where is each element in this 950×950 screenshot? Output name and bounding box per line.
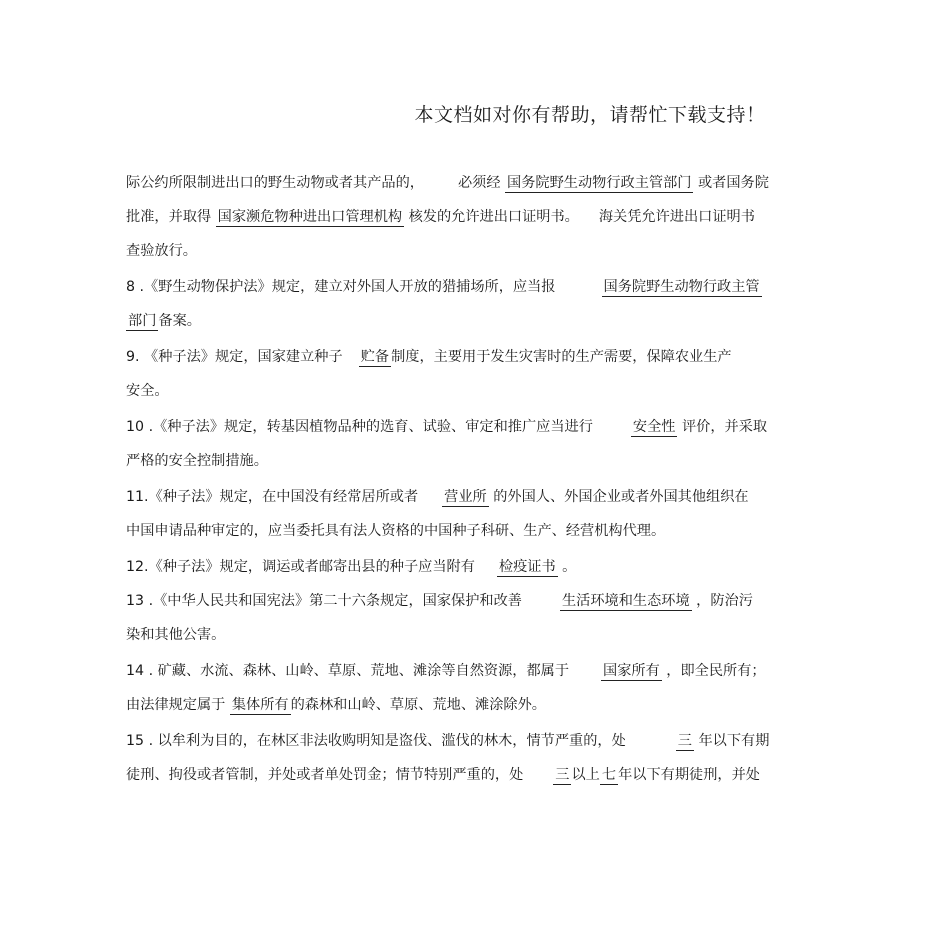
answer-blank: 集体所有 <box>231 697 289 713</box>
text-line <box>126 730 769 752</box>
text-segment: 13 .《中华人民共和国宪法》第二十六条规定，国家保护和改善 <box>126 593 522 609</box>
text-segment: 12.《种子法》规定，调运或者邮寄出县的种子应当附有 <box>126 559 475 575</box>
text-segment: 评价，并采取 <box>677 419 768 435</box>
banner-text: 本文档如对你有帮助，请帮忙下载支持！ <box>414 104 766 126</box>
text-line <box>126 694 546 716</box>
text-line <box>126 660 766 682</box>
answer-blank: 国务院野生动物行政主管部门 <box>507 175 692 191</box>
text-segment: 年以下有期徒刑，并处 <box>618 767 760 783</box>
text-line <box>126 416 767 438</box>
text-segment: 海关凭允许进出口证明书 <box>598 209 755 225</box>
text-segment: 安全。 <box>126 383 169 399</box>
text-segment: 。 <box>557 559 577 575</box>
text-line <box>126 310 201 332</box>
download-banner <box>0 100 950 127</box>
text-segment: 批准，并取得 <box>126 209 216 225</box>
answer-blank: 国家濒危物种进出口管理机构 <box>217 209 403 225</box>
text-line <box>126 206 755 228</box>
text-line <box>126 764 760 786</box>
text-segment: 10 .《种子法》规定，转基因植物品种的选育、试验、审定和推广应当进行 <box>126 419 593 435</box>
answer-blank: 国家所有 <box>603 663 660 679</box>
answer-blank: 贮备 <box>360 349 390 365</box>
answer-blank: 检疫证书 <box>498 559 556 575</box>
answer-blank: 营业所 <box>444 489 487 505</box>
text-line <box>126 624 225 646</box>
answer-blank: 生活环境和生态环境 <box>561 593 690 609</box>
text-segment: 染和其他公害。 <box>126 627 226 643</box>
answer-blank: 三 <box>555 767 570 783</box>
text-segment: ，防治污 <box>691 593 753 609</box>
text-segment: 徒刑、拘役或者管制，并处或者单处罚金；情节特别严重的，处 <box>126 767 524 783</box>
text-line <box>126 380 169 402</box>
text-segment: 11.《种子法》规定，在中国没有经常居所或者 <box>126 489 419 505</box>
text-line <box>126 486 749 508</box>
text-segment: 制度，主要用于发生灾害时的生产需要，保障农业生产 <box>391 349 732 365</box>
text-segment: 备案。 <box>158 313 201 329</box>
text-segment: ，即全民所有； <box>661 663 766 679</box>
text-segment: 8 .《野生动物保护法》规定，建立对外国人开放的猎捕场所，应当报 <box>126 279 556 295</box>
text-line <box>126 240 197 262</box>
answer-blank: 部门 <box>128 313 157 329</box>
text-segment: 由法律规定属于 <box>126 697 230 713</box>
text-segment: 15 . 以牟利为目的，在林区非法收购明知是盗伐、滥伐的林木，情节严重的，处 <box>126 733 626 749</box>
text-segment: 的外国人、外国企业或者外国其他组织在 <box>488 489 749 505</box>
text-segment: 9. 《种子法》规定，国家建立种子 <box>126 349 343 365</box>
answer-blank: 三 <box>677 733 692 749</box>
text-segment: 的森林和山岭、草原、荒地、滩涂除外。 <box>290 697 546 713</box>
text-segment: 年以下有期 <box>693 733 770 749</box>
text-line <box>126 590 753 612</box>
text-line <box>126 276 762 298</box>
text-segment: 查验放行。 <box>126 243 197 259</box>
text-line <box>126 172 769 194</box>
text-line <box>126 450 268 472</box>
text-line <box>126 556 576 578</box>
answer-blank: 七 <box>601 767 617 783</box>
text-segment: 核发的允许进出口证明书。 <box>404 209 579 225</box>
text-segment: 中国申请品种审定的，应当委托具有法人资格的中国种子科研、生产、经营机构代理。 <box>126 523 666 539</box>
text-line <box>126 346 732 368</box>
text-segment: 严格的安全控制措施。 <box>126 453 268 469</box>
text-segment: 14 . 矿藏、水流、森林、山岭、草原、荒地、滩涂等自然资源，都属于 <box>126 663 570 679</box>
text-line <box>126 520 665 542</box>
answer-blank: 国务院野生动物行政主管 <box>603 279 760 295</box>
text-segment: 必须经 <box>457 175 506 191</box>
text-segment: 以上 <box>571 767 600 783</box>
text-segment: 或者国务院 <box>693 175 769 191</box>
text-segment: 际公约所限制进出口的野生动物或者其产品的， <box>126 175 424 191</box>
answer-blank: 安全性 <box>632 419 676 435</box>
